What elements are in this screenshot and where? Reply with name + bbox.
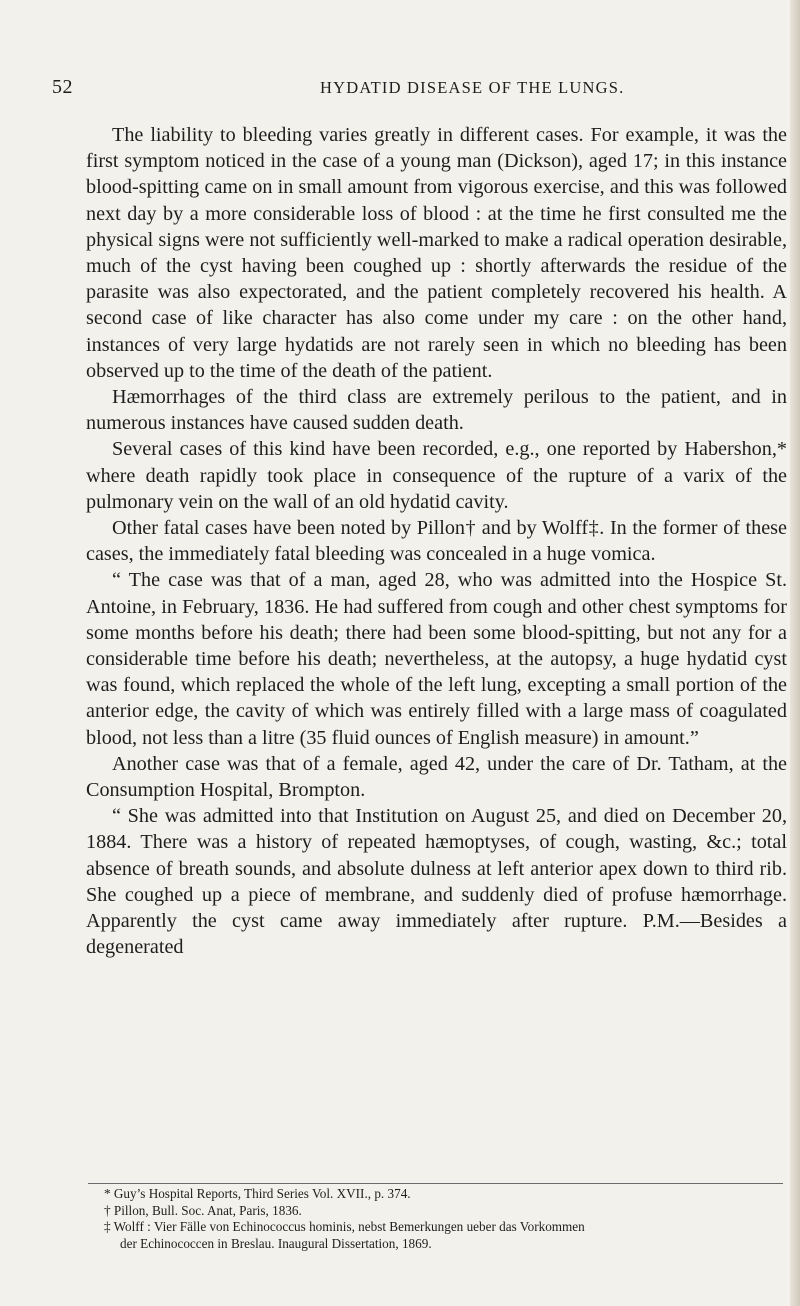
- quoted-paragraph: “ She was admitted into that Institution on August 25, and died on December 20, 1884. There was a history of repeated hæmoptyses, of cough, wasting, &c.; total absence of breath sounds, and absolute dulness at left anterior apex down to third rib. She coughed up a piece of membrane, and suddenly died of profuse hæmorrhage. Apparently the cyst came away immediately after rupture. P.M.—Besides a degenerated: [86, 805, 787, 959]
- paragraph: Several cases of this kind have been recorded, e.g., one reported by Habershon,* where death rapidly took place in consequence of the rupture of a varix of the pulmonary vein on the wall of an old hydatid cavity.: [86, 438, 787, 513]
- footnote-divider: [88, 1183, 783, 1184]
- footnote: * Guy’s Hospital Reports, Third Series Vol. XVII., p. 374.: [104, 1186, 411, 1201]
- footnote: † Pillon, Bull. Soc. Anat, Paris, 1836.: [104, 1202, 302, 1218]
- body-text: [86, 122, 787, 961]
- footnotes: [104, 1186, 794, 1252]
- footnote: ‡ Wolff : Vier Fälle von Echinococcus hominis, nebst Bemerkungen ueber das Vorkommen: [104, 1219, 585, 1234]
- running-head: HYDATID DISEASE OF THE LUNGS.: [320, 78, 625, 97]
- paragraph: Other fatal cases have been noted by Pillon† and by Wolff‡. In the former of these cases, the immediately fatal bleeding was concealed in a huge vomica.: [86, 517, 787, 566]
- page-header: [52, 76, 772, 100]
- page-edge-shadow: [790, 0, 800, 1306]
- footnote-continuation: der Echinococcen in Breslau. Inaugural Dissertation, 1869.: [120, 1235, 432, 1251]
- paragraph: The liability to bleeding varies greatly in different cases. For example, it was the first symptom noticed in the case of a young man (Dickson), aged 17; in this instance blood-spitting came on in small amount from vigorous exercise, and this was followed next day by a more considerable loss of blood : at the time he first consulted me the physical signs were not sufficiently well-marked to make a radical operation desirable, much of the cyst having been coughed up : shortly afterwards the residue of the parasite was also expectorated, and the patient completely recovered his health. A second case of like character has also come under my care : on the other hand, instances of very large hydatids are not rarely seen in which no bleeding has been observed up to the time of the death of the patient.: [86, 124, 787, 382]
- paragraph: Another case was that of a female, aged 42, under the care of Dr. Tatham, at the Consumption Hospital, Brompton.: [86, 752, 787, 802]
- page-number: 52: [52, 76, 73, 98]
- paragraph: Hæmorrhages of the third class are extremely perilous to the patient, and in numerous instances have caused sudden death.: [86, 386, 787, 435]
- quoted-paragraph: “ The case was that of a man, aged 28, who was admitted into the Hospice St. Antoine, in February, 1836. He had suffered from cough and other chest symptoms for some months before his death; there had been some blood-spitting, but not any for a considerable time before his death; nevertheless, at the autopsy, a huge hydatid cyst was found, which replaced the whole of the left lung, excepting a small portion of the anterior edge, the cavity of which was entirely filled with a large mass of coagulated blood, not less than a litre (35 fluid ounces of English measure) in amount.”: [86, 569, 787, 749]
